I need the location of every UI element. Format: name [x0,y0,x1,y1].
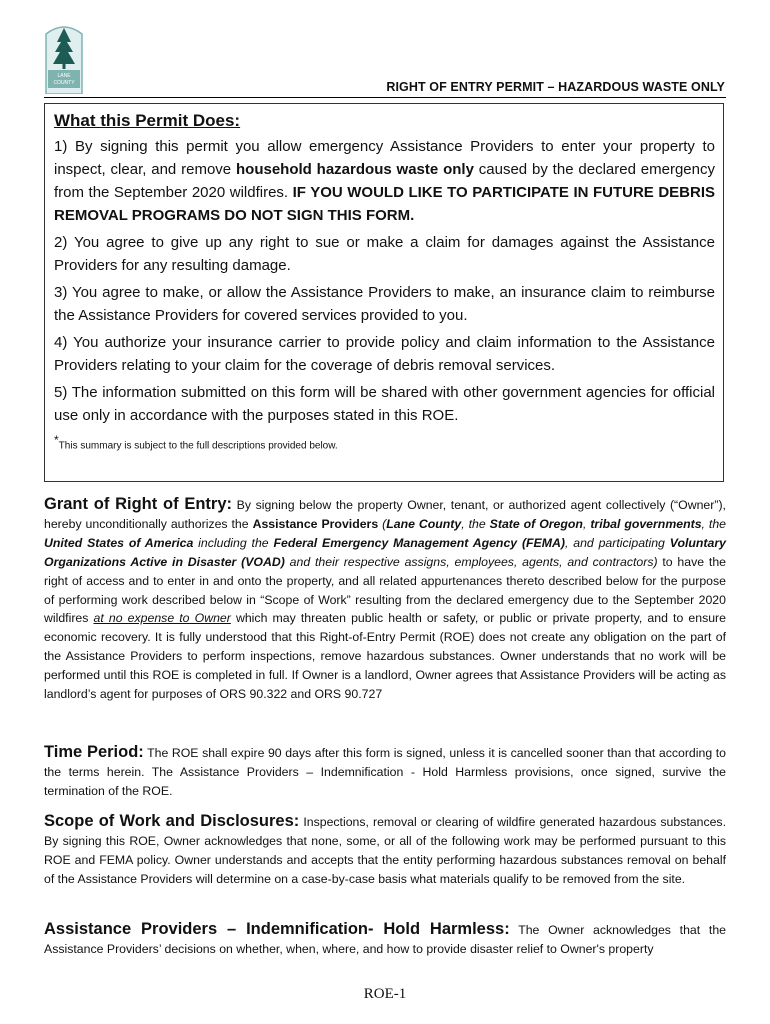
summary-footnote: *This summary is subject to the full descriptions provided below. [54,433,338,452]
permit-summary-box [44,103,724,482]
summary-point-4: 4) You authorize your insurance carrier to provide policy and claim information to the Assistance Providers relating to your claim for the coverage of debris removal services. [54,334,715,374]
grant-section: Grant of Right of Entry: By signing below the property Owner, tenant, or authorized agent collectively (“Owner”), hereby unconditionally authorizes the Assistance Providers (Lane County, the State of Oregon, tribal governments, the United States of America including the Federal Emergency Management Agency (FEMA), and participating Voluntary Organizations Active in Disaster (VOAD) and their respective assigns, employees, agents, and contractors) to have the right of access and to enter in and onto the property, and all related appurtenances thereto described below for the purpose of performing work described below in “Scope of Work” resulting from the declared emergency due to the September 2020 wildfires at no expense to Owner which may threaten public health or safety, or public or private property, and to ensure economic recovery. It is fully understood that this Right-of-Entry Permit (ROE) does not create any obligation on the part of the Assistance Providers to perform inspections, remove hazardous substances. Owner understands that no work will be performed until this ROE is completed in full. If Owner is a landlord, Owner agrees that Assistance Providers will be acting as landlord’s agent for purposes of ORS 90.322 and ORS 90.727 [44,495,727,702]
indemnification-section: Assistance Providers – Indemnification- Hold Harmless: The Owner acknowledges that the Assistance Providers’ decisions on whether, when, where, and how to provide disaster relief to Owner's property [44,920,726,956]
document-title: RIGHT OF ENTRY PERMIT – HAZARDOUS WASTE ONLY [386,80,725,94]
summary-title: What this Permit Does: [54,111,241,130]
summary-point-1: 1) By signing this permit you allow emergency Assistance Providers to enter your property to inspect, clear, and remove household hazardous waste only caused by the declared emergency from the September 2020 wildfires. IF YOU WOULD LIKE TO PARTICIPATE IN FUTURE DEBRIS REMOVAL PROGRAMS DO NOT SIGN THIS FORM. [54,138,716,224]
logo-text-county: COUNTY [53,80,75,86]
header-divider [44,97,726,98]
summary-point-2: 2) You agree to give up any right to sue or make a claim for damages against the Assistance Providers for any resulting damage. [54,234,715,274]
logo-text-lane: LANE [57,73,71,79]
page-number: ROE-1 [363,986,407,1002]
grant-heading: Grant of Right of Entry: [44,495,233,513]
lane-county-logo [44,22,84,94]
time-period-heading: Time Period: [44,743,144,761]
time-period-section: Time Period: The ROE shall expire 90 days after this form is signed, unless it is cancelled sooner than that according to the terms herein. The Assistance Providers – Indemnification - Hold Harmless provisions, once signed, survive the termination of the ROE. [44,743,726,798]
indemnification-heading: Assistance Providers – Indemnification- Hold Harmless: [44,920,510,938]
summary-point-5: 5) The information submitted on this form will be shared with other government agencies for official use only in accordance with the purposes stated in this ROE. [54,384,715,424]
scope-heading: Scope of Work and Disclosures: [44,812,300,830]
scope-section: Scope of Work and Disclosures: Inspections, removal or clearing of wildfire generated hazardous substances. By signing this ROE, Owner acknowledges that none, some, or all of the following work may be performed pursuant to this ROE and FEMA policy. Owner understands and accepts that the entity performing hazardous substances removal on behalf of the Assistance Providers will determine on a case-by-case basis what materials qualify to be removed from the site. [44,812,726,886]
summary-point-3: 3) You agree to make, or allow the Assistance Providers to make, an insurance claim to reimburse the Assistance Providers for covered services provided to you. [54,284,715,324]
